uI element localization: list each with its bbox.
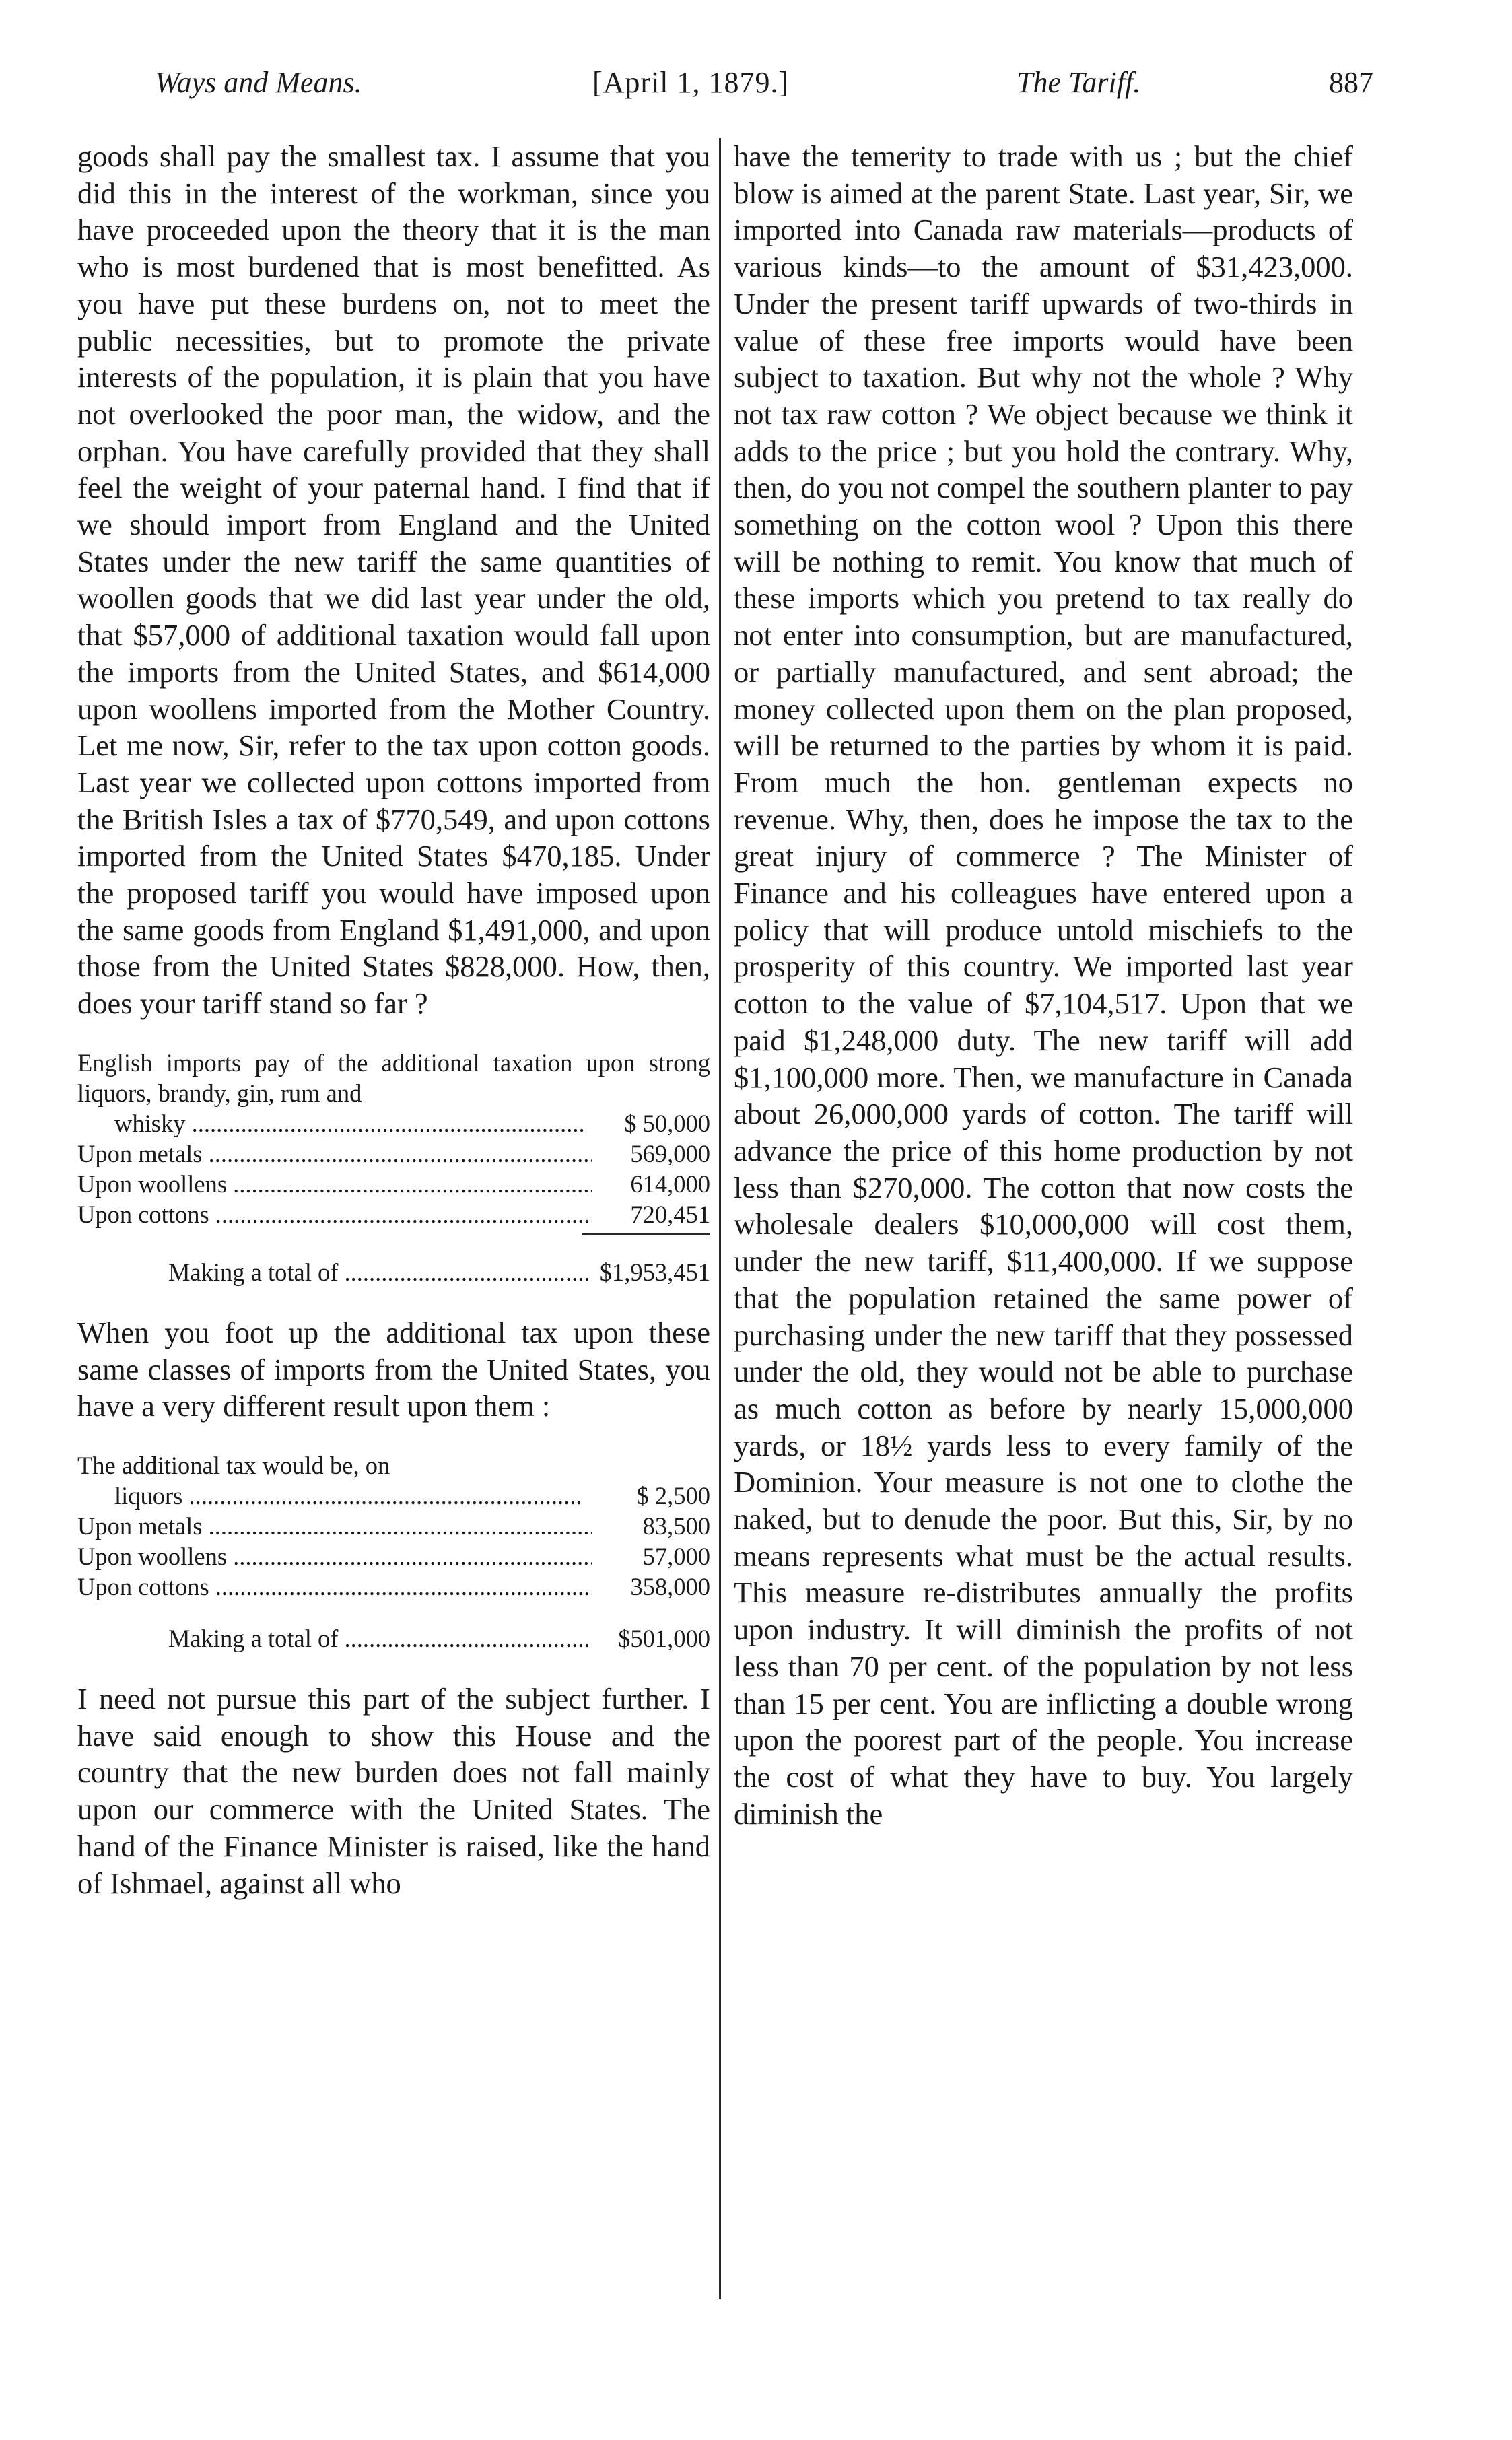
row-label: Upon cottons .....: [77, 1199, 592, 1229]
table-row: [77, 1541, 710, 1571]
table-intro: The additional tax would be, on: [77, 1451, 390, 1479]
page-number: 887: [1329, 66, 1373, 99]
row-label: Upon woollens .....: [77, 1541, 592, 1571]
left-paragraph-1: goods shall pay the smallest tax. I assume that you did this in the interest of the workman, since you have proceeded upon the theory that it is the man who is most burdened that is most benefitted. As you have put these burdens on, not to meet the public necessities, but to promote the private interests of the population, it is plain that you have not overlooked the poor man, the widow, and the orphan. You have carefully provided that they shall feel the weight of your paternal hand. I find that if we should import from England and the United States under the new tariff the same quantities of woollen goods that we did last year under the old, that $57,000 of additional taxation would fall upon the imports from the United States, and $614,000 upon woollens imported from the Mother Country. Let me now, Sir, refer to the tax upon cotton goods. Last year we collected upon cottons imported from the British Isles a tax of $770,549, and upon cottons imported from the United States $470,185. Under the proposed tariff you would have imposed upon the same goods from England $1,491,000, and upon those from the United States $828,000. How, then, does your tariff stand so far ?: [77, 139, 710, 1021]
us-imports-table: [77, 1450, 710, 1654]
row-amount: $ 50,000: [624, 1109, 710, 1137]
table-row: [77, 1481, 710, 1511]
left-column: [77, 138, 710, 1901]
right-paragraph-1: have the temerity to trade with us ; but the chief blow is aimed at the parent State. Last year, Sir, we imported into Canada raw materials—products of various kinds—to the amount of $31,423,000. Under the present tariff upwards of two-thirds in value of these free imports would have been subject to taxation. But why not the whole ? Why not tax raw cotton ? We object because we think it adds to the price ; but you hold the contrary. Why, then, do you not compel the southern planter to pay something on the cotton wool ? Upon this there will be nothing to remit. You know that much of these imports which you pretend to tax really do not enter into consumption, but are manufactured, or partially manufactured, and sent abroad; the money collected upon them on the plan proposed, will be returned to the parties by whom it is paid. From much the hon. gentleman expects no revenue. Why, then, does he impose the tax to the great injury of commerce ? The Minister of Finance and his colleagues have entered upon a policy that will produce untold mischiefs to the prosperity of this country. We imported last year cotton to the value of $7,104,517. Upon that we paid $1,248,000 duty. The new tariff will add $1,100,000 more. Then, we manufacture in Canada about 26,000,000 yards of cotton. The tariff will advance the price of this home production by not less than $270,000. The cotton that now costs the wholesale dealers $10,000,000 will cost them, under the new tariff, $11,400,000. If we suppose that the population retained the same power of purchasing under the new tariff that they possessed under the old, they would not be able to purchase as much cotton as before by nearly 15,000,000 yards, or 18½ yards less to every family of the Dominion. Your measure is not one to clothe the naked, but to denude the poor. But this, Sir, by no means represents what must be the actual results. This measure re-distributes annually the profits upon industry. It will diminish the profits of not less than 70 per cent. of the population by not less than 15 per cent. You are inflicting a double wrong upon the poorest part of the people. You increase the cost of what they have to buy. You largely diminish the: [734, 139, 1353, 1831]
row-amount: 720,451: [630, 1200, 710, 1228]
table-row: [77, 1169, 710, 1199]
header-topic: The Tariff.: [1017, 66, 1141, 99]
row-label: Upon woollens .....: [77, 1169, 592, 1199]
english-imports-table: [77, 1048, 710, 1287]
total-label: Making a total of .....: [168, 1623, 592, 1654]
right-column: [734, 138, 1353, 1832]
row-label: Upon metals .....: [77, 1511, 592, 1541]
total-label: Making a total of .....: [168, 1257, 592, 1287]
row-amount: 83,500: [642, 1512, 710, 1540]
total-amount: $501,000: [618, 1624, 710, 1652]
header-section-title: Ways and Means.: [155, 66, 362, 99]
row-label: Upon metals .....: [77, 1139, 592, 1169]
row-amount: 614,000: [630, 1170, 710, 1198]
running-header: [74, 59, 1373, 106]
row-label: Upon cottons .....: [77, 1571, 592, 1602]
total-amount: $1,953,451: [599, 1258, 710, 1286]
row-label: liquors .....: [114, 1481, 592, 1511]
table-row: [77, 1108, 710, 1139]
table-row: [77, 1199, 710, 1229]
column-divider: [719, 138, 721, 2299]
table-intro: English imports pay of the additional taxation upon strong liquors, brandy, gin, rum and: [77, 1048, 710, 1107]
left-paragraph-2: When you foot up the additional tax upon these same classes of imports from the United States, you have a very different result upon them :: [77, 1315, 710, 1423]
row-amount: 569,000: [630, 1139, 710, 1167]
row-amount: 57,000: [642, 1542, 710, 1570]
table-row: [77, 1139, 710, 1169]
row-label: whisky .....: [114, 1108, 592, 1139]
table-total-row: [77, 1623, 710, 1654]
row-amount: $ 2,500: [636, 1481, 710, 1510]
header-date: [April 1, 1879.]: [592, 66, 790, 99]
sum-rule: [582, 1233, 710, 1235]
table-row: [77, 1511, 710, 1541]
row-amount: 358,000: [630, 1572, 710, 1600]
table-total-row: [77, 1257, 710, 1287]
left-paragraph-3: I need not pursue this part of the subject further. I have said enough to show this House and the country that the new burden does not fall mainly upon our commerce with the United States. The hand of the Finance Minister is raised, like the hand of Ishmael, against all who: [77, 1681, 710, 1900]
table-row: [77, 1571, 710, 1602]
